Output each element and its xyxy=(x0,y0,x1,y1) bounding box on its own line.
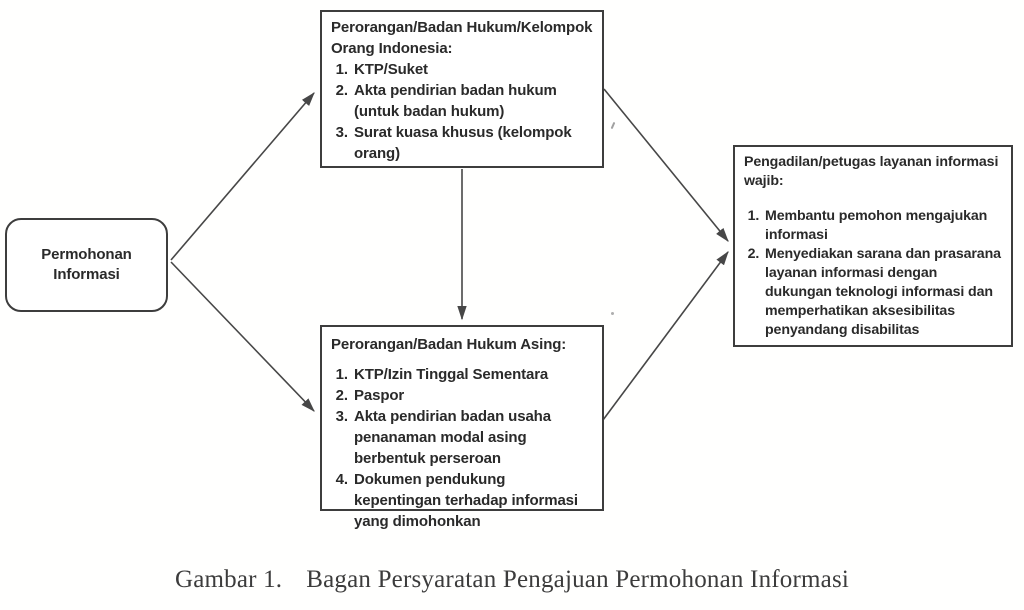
node-permohonan-informasi xyxy=(5,218,168,312)
list-item: 3. Akta pendirian badan usaha penanaman modal asing berbentuk perseroan xyxy=(352,406,594,469)
list-item: 1. KTP/Suket xyxy=(352,59,594,80)
foreign-box-title: Perorangan/Badan Hukum Asing: xyxy=(331,336,567,353)
node-pengadilan-petugas xyxy=(733,145,1013,347)
figure-caption xyxy=(0,566,1024,594)
list-item: 2. Akta pendirian badan hukum (untuk badan hukum) xyxy=(352,80,594,122)
list-item: 3. Surat kuasa khusus (kelompok orang) xyxy=(352,122,594,164)
node-perorangan-indonesia xyxy=(320,10,604,168)
figure-caption-text: Bagan Persyaratan Pengajuan Permohonan Informasi xyxy=(306,566,850,593)
arrow-indonesian-to-court xyxy=(604,89,728,241)
node-perorangan-asing xyxy=(320,325,604,530)
indonesian-box-title: Perorangan/Badan Hukum/Kelompok Orang Indonesia: xyxy=(331,19,593,57)
arrow-start-to-indonesian xyxy=(171,93,314,260)
figure-caption-label: Gambar 1. xyxy=(174,566,283,593)
foreign-box-list xyxy=(322,364,602,532)
scan-speck xyxy=(611,312,614,315)
court-box-title: Pengadilan/petugas layanan informasi wajib: xyxy=(744,154,999,189)
court-box-list xyxy=(735,207,1011,340)
list-item: 4. Dokumen pendukung kepentingan terhadap informasi yang dimohonkan xyxy=(352,469,594,532)
list-item: 2. Paspor xyxy=(352,385,594,406)
start-node-label: Permohonan Informasi xyxy=(41,246,132,283)
arrow-start-to-foreign xyxy=(171,262,314,411)
list-item: 1. Membantu pemohon mengajukan informasi xyxy=(763,207,1003,245)
list-item: 1. KTP/Izin Tinggal Sementara xyxy=(352,364,594,385)
indonesian-box-list xyxy=(322,59,602,164)
list-item: 2. Menyediakan sarana dan prasarana layanan informasi dengan dukungan teknologi informasi dan memperhatikan aksesibilitas penyandang disabilitas xyxy=(763,245,1003,340)
arrow-foreign-to-court xyxy=(603,252,728,420)
